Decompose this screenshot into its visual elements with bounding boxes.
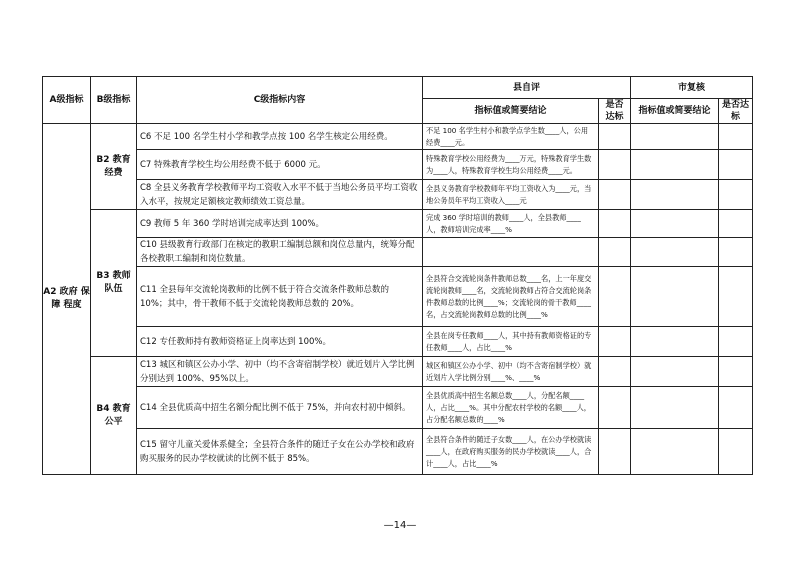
city-standard-met-cell[interactable] [719,357,753,387]
table-row [43,429,753,475]
city-indicator-value-cell[interactable] [631,238,719,267]
county-indicator-value: 全县优质高中招生名额总数____人，分配名额____人，占比____%。其中分配农村学校的名额____人，占分配名额总数的____% [423,387,599,429]
county-standard-met-cell[interactable] [599,180,631,210]
table-row [43,180,753,210]
header-county-indicator-value: 指标值或简要结论 [423,99,599,124]
city-standard-met-cell[interactable] [719,210,753,238]
table-row [43,357,753,387]
city-standard-met-cell[interactable] [719,327,753,357]
county-standard-met-cell[interactable] [599,429,631,475]
county-standard-met-cell[interactable] [599,124,631,150]
city-indicator-value-cell[interactable] [631,180,719,210]
city-standard-met-cell[interactable] [719,238,753,267]
county-standard-met-cell[interactable] [599,267,631,327]
city-indicator-value-cell[interactable] [631,357,719,387]
header-city-indicator-value: 指标值或简要结论 [631,99,719,124]
city-standard-met-cell[interactable] [719,124,753,150]
c-indicator-content: C15 留守儿童关爱体系健全；全县符合条件的随迁子女在公办学校和政府购买服务的民办学校就读的比例不低于 85%。 [137,429,423,475]
county-standard-met-cell[interactable] [599,150,631,180]
city-standard-met-cell[interactable] [719,150,753,180]
county-indicator-value: 全县符合条件的随迁子女数____人，在公办学校就读____人，在政府购买服务的民办学校就读____人，合计____人，占比____% [423,429,599,475]
b-level-label: B3 教师 队伍 [91,210,137,357]
table-row [43,238,753,267]
a-level-label: A2 政府 保障 程度 [43,124,91,475]
city-standard-met-cell[interactable] [719,387,753,429]
city-standard-met-cell[interactable] [719,429,753,475]
header-county-standard-met: 是否达标 [599,99,631,124]
county-standard-met-cell[interactable] [599,210,631,238]
county-indicator-value: 特殊教育学校公用经费为____万元，特殊教育学生数为____人，特殊教育学校生均公用经费____元。 [423,150,599,180]
header-city-review: 市复核 [631,77,753,99]
county-standard-met-cell[interactable] [599,238,631,267]
city-indicator-value-cell[interactable] [631,124,719,150]
county-indicator-value: 城区和镇区公办小学、初中（均不含寄宿制学校）就近划片入学比例分别____%、____% [423,357,599,387]
c-indicator-content: C14 全县优质高中招生名额分配比例不低于 75%，并向农村初中倾斜。 [137,387,423,429]
county-indicator-value: 全县符合交流轮岗条件教师总数____名，上一年度交流轮岗教师____名，交流轮岗教师占符合交流轮岗条件教师总数的比例____%；交流轮岗的骨干教师____名，占交流轮岗教师总数的比例____% [423,267,599,327]
c-indicator-content: C9 教师 5 年 360 学时培训完成率达到 100%。 [137,210,423,238]
table-row [43,210,753,238]
header-a-level: A级指标 [43,77,91,124]
city-standard-met-cell[interactable] [719,267,753,327]
city-indicator-value-cell[interactable] [631,210,719,238]
table-row [43,387,753,429]
city-standard-met-cell[interactable] [719,180,753,210]
c-indicator-content: C12 专任教师持有教师资格证上岗率达到 100%。 [137,327,423,357]
c-indicator-content: C6 不足 100 名学生村小学和教学点按 100 名学生核定公用经费。 [137,124,423,150]
c-indicator-content: C10 县级教育行政部门在核定的教职工编制总额和岗位总量内，统筹分配各校教职工编制和岗位数量。 [137,238,423,267]
city-indicator-value-cell[interactable] [631,387,719,429]
county-indicator-value: 全县在岗专任教师____人，其中持有教师资格证的专任教师____人，占比____% [423,327,599,357]
city-indicator-value-cell[interactable] [631,150,719,180]
county-indicator-value: 完成 360 学时培训的教师____人，全县教师____人，教师培训完成率____% [423,210,599,238]
city-indicator-value-cell[interactable] [631,267,719,327]
header-c-level: C级指标内容 [137,77,423,124]
header-city-standard-met: 是否达标 [719,99,753,124]
county-indicator-value [423,238,599,267]
table-row [43,267,753,327]
table-row [43,124,753,150]
b-level-label: B2 教育 经费 [91,124,137,210]
table-row [43,150,753,180]
c-indicator-content: C13 城区和镇区公办小学、初中（均不含寄宿制学校）就近划片入学比例分别达到 100%、95%以上。 [137,357,423,387]
county-standard-met-cell[interactable] [599,387,631,429]
c-indicator-content: C11 全县每年交流轮岗教师的比例不低于符合交流条件教师总数的 10%；其中，骨干教师不低于交流轮岗教师总数的 20%。 [137,267,423,327]
county-standard-met-cell[interactable] [599,327,631,357]
c-indicator-content: C8 全县义务教育学校教师平均工资收入水平不低于当地公务员平均工资收入水平，按规定足额核定教师绩效工资总量。 [137,180,423,210]
evaluation-table [42,76,753,475]
b-level-label: B4 教育 公平 [91,357,137,475]
table-row [43,327,753,357]
county-indicator-value: 全县义务教育学校教师年平均工资收入为____元，当地公务员年平均工资收入____元 [423,180,599,210]
header-b-level: B级指标 [91,77,137,124]
c-indicator-content: C7 特殊教育学校生均公用经费不低于 6000 元。 [137,150,423,180]
county-indicator-value: 不足 100 名学生村小和教学点学生数____人，公用经费____元。 [423,124,599,150]
page-number: —14— [383,520,417,531]
city-indicator-value-cell[interactable] [631,429,719,475]
city-indicator-value-cell[interactable] [631,327,719,357]
header-county-self-evaluation: 县自评 [423,77,631,99]
county-standard-met-cell[interactable] [599,357,631,387]
